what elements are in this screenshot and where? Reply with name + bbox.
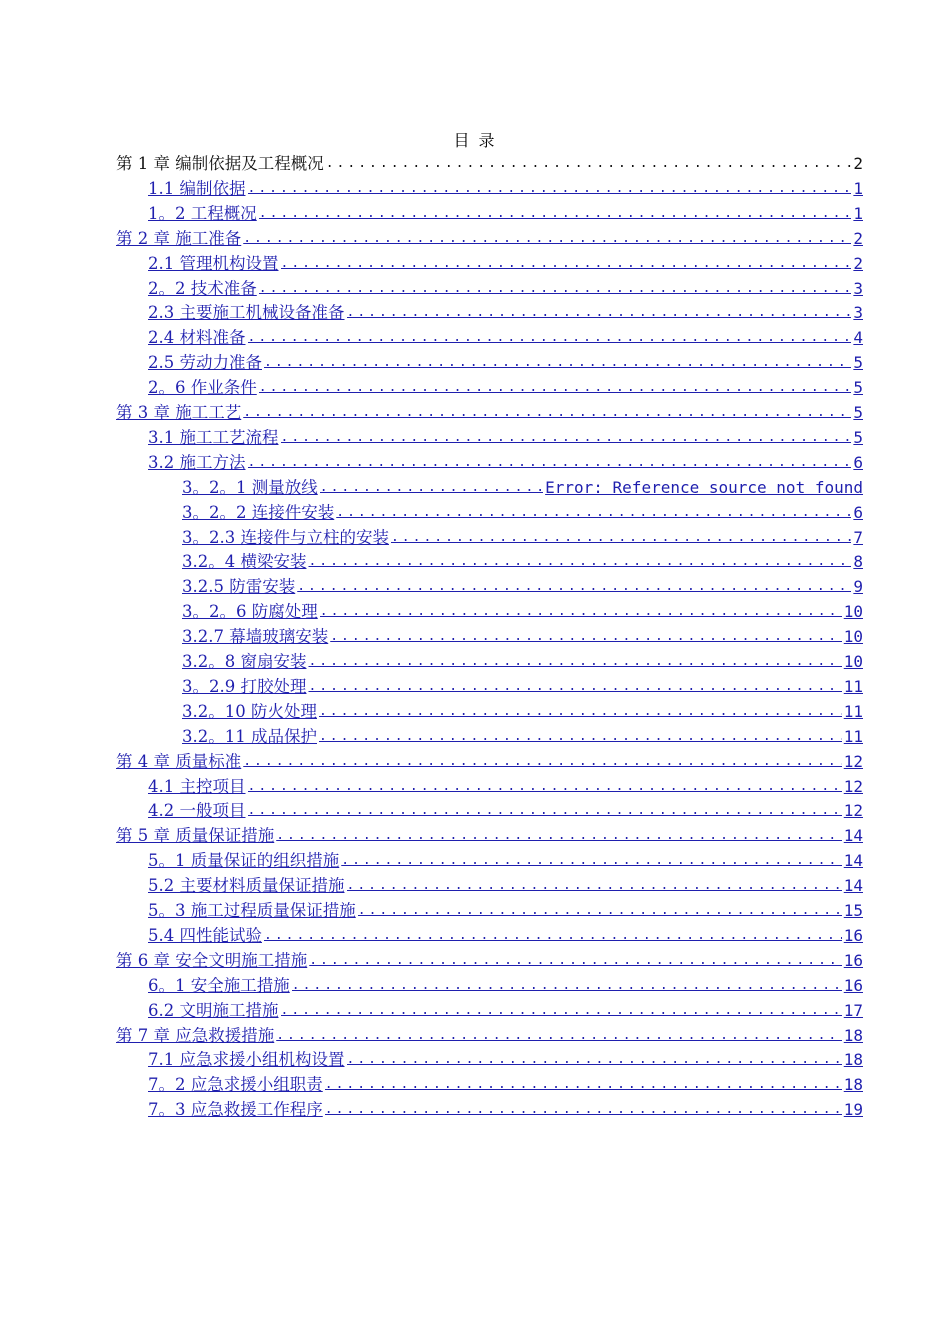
toc-entry-level-2[interactable] bbox=[148, 424, 863, 449]
toc-entry-level-2[interactable] bbox=[148, 1096, 863, 1121]
toc-leader-dots bbox=[281, 427, 852, 449]
toc-entry-level-2[interactable] bbox=[148, 897, 863, 922]
toc-leader-dots bbox=[319, 701, 842, 723]
toc-entry-level-1[interactable] bbox=[116, 225, 863, 250]
toc-entry-page-number: 16 bbox=[843, 950, 863, 970]
toc-entry-label: 3。2.3 连接件与立柱的安装 bbox=[182, 527, 389, 547]
toc-entry-page-number: 5 bbox=[853, 378, 863, 398]
toc-title: 目 录 bbox=[453, 131, 497, 150]
toc-leader-dots bbox=[319, 726, 842, 748]
toc-entry-label: 3。2。2 连接件安装 bbox=[182, 502, 335, 522]
toc-entry-level-2[interactable] bbox=[148, 250, 863, 275]
toc-leader-dots bbox=[320, 477, 543, 499]
toc-entry-level-1[interactable] bbox=[116, 822, 863, 847]
toc-entry-label: 4.1 主控项目 bbox=[148, 776, 246, 796]
toc-leader-dots bbox=[358, 900, 842, 922]
toc-entry-level-2[interactable] bbox=[148, 374, 863, 399]
toc-entry-label: 7。2 应急求援小组职责 bbox=[148, 1075, 323, 1095]
toc-entry-level-1[interactable] bbox=[116, 399, 863, 424]
toc-leader-dots bbox=[259, 278, 852, 300]
toc-entry-page-number: 2 bbox=[853, 228, 863, 248]
toc-entry-page-number: 3 bbox=[853, 278, 863, 298]
toc-entry-level-2[interactable] bbox=[148, 922, 863, 947]
toc-entry-label: 3.2。4 横梁安装 bbox=[182, 552, 307, 572]
toc-entry-page-number: 3 bbox=[853, 303, 863, 323]
toc-entry-label: 2.3 主要施工机械设备准备 bbox=[148, 303, 345, 323]
toc-entry-page-number: 12 bbox=[843, 801, 863, 821]
toc-entry-page-number: 2 bbox=[853, 253, 863, 273]
toc-entry-label: 3.2。10 防火处理 bbox=[182, 701, 317, 721]
toc-entry-level-3[interactable] bbox=[182, 723, 863, 748]
toc-leader-dots bbox=[297, 576, 851, 598]
toc-entry-level-2[interactable] bbox=[148, 200, 863, 225]
toc-entry-label: 2.4 材料准备 bbox=[148, 328, 246, 348]
toc-entry-page-number: 11 bbox=[843, 701, 863, 721]
toc-entry-page-number: 6 bbox=[853, 502, 863, 522]
toc-leader-dots bbox=[308, 651, 841, 673]
toc-entry-label: 5。3 施工过程质量保证措施 bbox=[148, 901, 356, 920]
toc-entry-level-2[interactable] bbox=[148, 175, 863, 200]
toc-entry-page-number: 7 bbox=[853, 527, 863, 547]
toc-leader-dots bbox=[248, 327, 852, 349]
toc-entry-level-3[interactable] bbox=[182, 548, 863, 573]
toc-entry-label: 3。2。6 防腐处理 bbox=[182, 602, 318, 622]
toc-entry-page-number: 12 bbox=[843, 751, 863, 771]
toc-entry-label: 5.2 主要材料质量保证措施 bbox=[148, 876, 345, 896]
toc-entry-label: 7.1 应急求援小组机构设置 bbox=[148, 1050, 345, 1070]
toc-entry-label: 3.2。8 窗扇安装 bbox=[182, 652, 307, 671]
toc-entry-level-2[interactable] bbox=[148, 275, 863, 300]
toc-entry-level-3[interactable] bbox=[182, 673, 863, 698]
toc-entry-label: 1。2 工程概况 bbox=[148, 203, 257, 223]
toc-leader-dots bbox=[391, 527, 851, 549]
toc-leader-dots bbox=[248, 800, 842, 822]
toc-leader-dots bbox=[264, 925, 842, 947]
toc-entry-page-number: 18 bbox=[843, 1025, 863, 1045]
toc-leader-dots bbox=[347, 875, 842, 897]
toc-leader-dots bbox=[326, 153, 852, 175]
toc-entry-page-number: 16 bbox=[843, 975, 863, 995]
toc-entry-label: 3.1 施工工艺流程 bbox=[148, 427, 279, 447]
toc-entry-page-number: 14 bbox=[843, 876, 863, 896]
toc-entry-label: 5.4 四性能试验 bbox=[148, 925, 262, 945]
toc-entry-label: 3.2 施工方法 bbox=[148, 452, 246, 472]
toc-entry-level-2[interactable] bbox=[148, 449, 863, 474]
toc-entry-label: 第 7 章 应急救援措施 bbox=[116, 1025, 275, 1045]
toc-entry-level-2[interactable] bbox=[148, 1071, 863, 1096]
toc-leader-dots bbox=[259, 203, 852, 225]
toc-entry-page-number: Error: Reference source not found bbox=[545, 477, 863, 497]
toc-entry-page-number: 8 bbox=[853, 552, 863, 572]
toc-entry-page-number: 18 bbox=[843, 1075, 863, 1095]
toc-entry-level-3[interactable] bbox=[182, 598, 863, 623]
toc-entry-page-number: 5 bbox=[853, 427, 863, 447]
toc-leader-dots bbox=[248, 452, 852, 474]
toc-entry-page-number: 19 bbox=[843, 1100, 863, 1120]
toc-entry-label: 2。2 技术准备 bbox=[148, 278, 257, 298]
toc-entry-label: 3.2.7 幕墙玻璃安装 bbox=[182, 627, 329, 647]
toc-entry-label: 5。1 质量保证的组织措施 bbox=[148, 851, 340, 871]
toc-entry-label: 6.2 文明施工措施 bbox=[148, 1000, 279, 1020]
toc-leader-dots bbox=[248, 776, 842, 798]
toc-entry-label: 第 4 章 质量标准 bbox=[116, 751, 242, 771]
toc-leader-dots bbox=[243, 228, 851, 250]
toc-leader-dots bbox=[347, 302, 852, 324]
toc-entry-level-2[interactable] bbox=[148, 847, 863, 872]
toc-entry-level-3[interactable] bbox=[182, 524, 863, 549]
toc-entry-page-number: 14 bbox=[843, 826, 863, 846]
toc-entry-level-3[interactable] bbox=[182, 623, 863, 648]
toc-leader-dots bbox=[308, 676, 841, 698]
toc-entry-label: 2.1 管理机构设置 bbox=[148, 253, 279, 273]
toc-entry-label: 3。2.9 打胶处理 bbox=[182, 676, 307, 696]
toc-entry-page-number: 15 bbox=[843, 901, 863, 920]
toc-entry-label: 第 5 章 质量保证措施 bbox=[116, 826, 275, 846]
toc-entry-page-number: 1 bbox=[853, 178, 863, 198]
toc-entry-page-number: 10 bbox=[843, 602, 863, 622]
toc-entry-page-number: 1 bbox=[853, 203, 863, 223]
toc-entry-page-number: 5 bbox=[853, 403, 863, 422]
toc-entry-page-number: 10 bbox=[843, 627, 863, 647]
toc-entry-page-number: 4 bbox=[853, 328, 863, 348]
toc-entry-label: 第 2 章 施工准备 bbox=[116, 228, 242, 248]
toc-entry-level-2[interactable] bbox=[148, 299, 863, 324]
toc-leader-dots bbox=[281, 1000, 842, 1022]
toc-entry-page-number: 2 bbox=[853, 154, 863, 173]
toc-entry-page-number: 5 bbox=[853, 353, 863, 373]
toc-leader-dots bbox=[243, 402, 851, 424]
toc-leader-dots bbox=[325, 1099, 842, 1121]
toc-entry-level-3[interactable] bbox=[182, 474, 863, 499]
toc-leader-dots bbox=[276, 825, 842, 847]
toc-entry-page-number: 11 bbox=[843, 726, 863, 746]
toc-entry-level-2[interactable] bbox=[148, 997, 863, 1022]
toc-entry-label: 第 3 章 施工工艺 bbox=[116, 403, 242, 422]
toc-leader-dots bbox=[276, 1025, 842, 1047]
toc-leader-dots bbox=[341, 850, 841, 872]
toc-entry-page-number: 11 bbox=[843, 676, 863, 696]
toc-entry-level-2[interactable] bbox=[148, 1046, 863, 1071]
toc-entry-page-number: 18 bbox=[843, 1050, 863, 1070]
toc-leader-dots bbox=[264, 352, 851, 374]
toc-leader-dots bbox=[292, 975, 842, 997]
toc-leader-dots bbox=[325, 1074, 842, 1096]
toc-leader-dots bbox=[336, 502, 851, 524]
toc-entry-level-1[interactable] bbox=[116, 748, 863, 773]
toc-entry-level-2[interactable] bbox=[148, 773, 863, 798]
toc-leader-dots bbox=[281, 253, 852, 275]
toc-entry-level-1[interactable] bbox=[116, 947, 863, 972]
toc-entry-level-1 bbox=[116, 150, 863, 175]
toc-entry-level-2[interactable] bbox=[148, 972, 863, 997]
toc-leader-dots bbox=[320, 601, 842, 623]
toc-entry-label: 第 6 章 安全文明施工措施 bbox=[116, 950, 308, 970]
toc-leader-dots bbox=[248, 178, 852, 200]
toc-entry-level-1[interactable] bbox=[116, 1022, 863, 1047]
toc-entry-label: 3.2。11 成品保护 bbox=[182, 726, 317, 746]
toc-entry-level-3[interactable] bbox=[182, 499, 863, 524]
toc-entry-label: 2.5 劳动力准备 bbox=[148, 353, 262, 373]
toc-entry-label: 2。6 作业条件 bbox=[148, 378, 257, 398]
toc-leader-dots bbox=[259, 377, 852, 399]
toc-leader-dots bbox=[243, 751, 842, 773]
toc-entry-page-number: 10 bbox=[843, 652, 863, 671]
toc-leader-dots bbox=[308, 551, 851, 573]
toc-entry-page-number: 9 bbox=[853, 577, 863, 597]
toc-entry-level-3[interactable] bbox=[182, 648, 863, 673]
toc-entry-label: 6。1 安全施工措施 bbox=[148, 975, 290, 995]
toc-entry-level-2[interactable] bbox=[148, 349, 863, 374]
toc-entry-label: 7。3 应急救援工作程序 bbox=[148, 1100, 323, 1120]
toc-entry-page-number: 14 bbox=[843, 851, 863, 871]
toc-entry-page-number: 12 bbox=[843, 776, 863, 796]
toc-leader-dots bbox=[347, 1049, 842, 1071]
toc-entry-level-3[interactable] bbox=[182, 573, 863, 598]
toc-leader-dots bbox=[330, 626, 842, 648]
toc-entry-label: 3.2.5 防雷安装 bbox=[182, 577, 296, 597]
toc-entry-label: 4.2 一般项目 bbox=[148, 801, 246, 821]
toc-entry-level-2[interactable] bbox=[148, 872, 863, 897]
toc-entry-page-number: 6 bbox=[853, 452, 863, 472]
toc-entry-page-number: 16 bbox=[843, 925, 863, 945]
toc-entry-level-2[interactable] bbox=[148, 797, 863, 822]
toc-entry-page-number: 17 bbox=[843, 1000, 863, 1020]
toc-entry-level-3[interactable] bbox=[182, 698, 863, 723]
toc-entry-label: 第 1 章 编制依据及工程概况 bbox=[116, 154, 324, 173]
toc-entry-label: 3。2。1 测量放线 bbox=[182, 477, 318, 497]
toc-entry-level-2[interactable] bbox=[148, 324, 863, 349]
toc-leader-dots bbox=[309, 950, 842, 972]
toc-entry-label: 1.1 编制依据 bbox=[148, 178, 246, 198]
